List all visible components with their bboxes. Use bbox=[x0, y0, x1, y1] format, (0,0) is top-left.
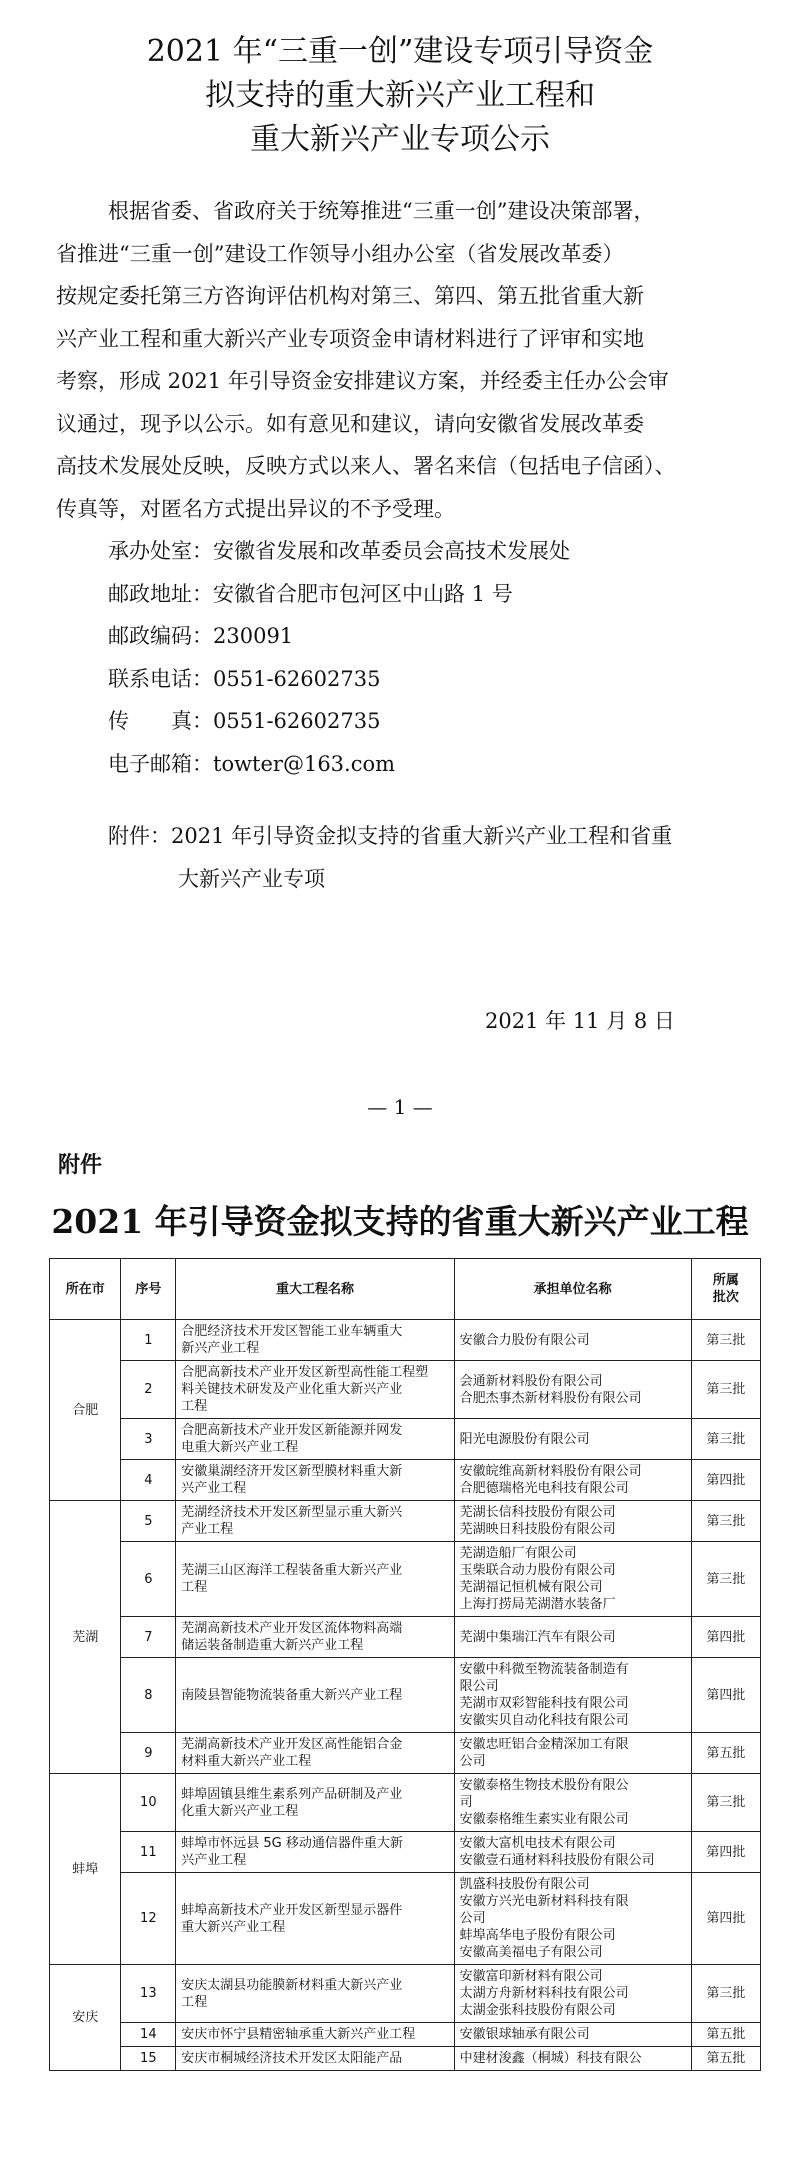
table-row bbox=[50, 2023, 761, 2047]
cell-project-name: 蚌埠市怀远县 5G 移动通信器件重大新 兴产业工程 bbox=[176, 1832, 454, 1873]
header-batch bbox=[691, 1259, 760, 1320]
cell-project-name: 蚌埠固镇县维生素系列产品研制及产业 化重大新兴产业工程 bbox=[176, 1774, 454, 1832]
cell-no: 13 bbox=[121, 1965, 176, 2023]
cell-batch: 第三批 bbox=[691, 1774, 760, 1832]
table-row bbox=[50, 1873, 761, 1965]
cell-batch: 第三批 bbox=[691, 1501, 760, 1542]
contact-email[interactable]: 电子邮箱：towter@163.com bbox=[108, 751, 396, 776]
table-header-row bbox=[50, 1259, 761, 1320]
cell-no: 7 bbox=[121, 1617, 176, 1658]
table-row bbox=[50, 1320, 761, 1361]
cell-city: 芜湖 bbox=[50, 1501, 121, 1774]
cell-project-name: 南陵县智能物流装备重大新兴产业工程 bbox=[176, 1658, 454, 1733]
cell-no: 9 bbox=[121, 1733, 176, 1774]
cell-batch: 第三批 bbox=[691, 1361, 760, 1419]
cell-project-name: 安庆市桐城经济技术开发区太阳能产品 bbox=[176, 2047, 454, 2071]
cell-batch: 第四批 bbox=[691, 1832, 760, 1873]
cell-batch: 第四批 bbox=[691, 1460, 760, 1501]
paragraph-line: 考察，形成 2021 年引导资金安排建议方案，并经委主任办公会审 bbox=[56, 369, 669, 393]
attachment-line: 大新兴产业专项 bbox=[178, 866, 325, 891]
cell-city: 合肥 bbox=[50, 1320, 121, 1501]
cell-project-name: 安徽巢湖经济开发区新型膜材料重大新 兴产业工程 bbox=[176, 1460, 454, 1501]
cell-project-name: 芜湖经济技术开发区新型显示重大新兴 产业工程 bbox=[176, 1501, 454, 1542]
cell-unit: 安徽合力股份有限公司 bbox=[454, 1320, 691, 1361]
cell-batch: 第五批 bbox=[691, 1733, 760, 1774]
cell-city: 安庆 bbox=[50, 1965, 121, 2071]
table-row bbox=[50, 1658, 761, 1733]
cell-no: 14 bbox=[121, 2023, 176, 2047]
header-batch-line: 所属 bbox=[712, 1273, 739, 1288]
table-row bbox=[50, 2047, 761, 2071]
cell-batch: 第四批 bbox=[691, 1873, 760, 1965]
notice-body bbox=[56, 190, 744, 785]
table-row bbox=[50, 1617, 761, 1658]
cell-batch: 第三批 bbox=[691, 1965, 760, 2023]
project-table bbox=[49, 1258, 761, 2071]
cell-no: 12 bbox=[121, 1873, 176, 1965]
header-no: 序号 bbox=[121, 1259, 176, 1320]
table-row bbox=[50, 1965, 761, 2023]
cell-unit: 安徽中科微至物流装备制造有 限公司 芜湖市双彩智能科技有限公司 安徽实贝自动化科技有限公司 bbox=[454, 1658, 691, 1733]
annex-label: 附件 bbox=[58, 1153, 103, 1178]
cell-project-name: 合肥经济技术开发区智能工业车辆重大 新兴产业工程 bbox=[176, 1320, 454, 1361]
paragraph-line: 高技术发展处反映，反映方式以来人、署名来信（包括电子信函）、 bbox=[56, 454, 676, 478]
cell-batch: 第五批 bbox=[691, 2023, 760, 2047]
cell-unit: 阳光电源股份有限公司 bbox=[454, 1419, 691, 1460]
cell-unit: 芜湖中集瑞江汽车有限公司 bbox=[454, 1617, 691, 1658]
cell-batch: 第三批 bbox=[691, 1419, 760, 1460]
cell-no: 8 bbox=[121, 1658, 176, 1733]
cell-project-name: 芜湖高新技术产业开发区流体物料高端 储运装备制造重大新兴产业工程 bbox=[176, 1617, 454, 1658]
cell-unit: 芜湖长信科技股份有限公司 芜湖映日科技股份有限公司 bbox=[454, 1501, 691, 1542]
table-row bbox=[50, 1361, 761, 1419]
contact-address: 邮政地址：安徽省合肥市包河区中山路 1 号 bbox=[108, 581, 513, 606]
annex-title: 2021 年引导资金拟支持的省重大新兴产业工程 bbox=[51, 1202, 749, 1241]
header-city: 所在市 bbox=[50, 1259, 121, 1320]
cell-no: 10 bbox=[121, 1774, 176, 1832]
page-number: — 1 — bbox=[367, 1095, 433, 1119]
cell-project-name: 蚌埠高新技术产业开发区新型显示器件 重大新兴产业工程 bbox=[176, 1873, 454, 1965]
table-row bbox=[50, 1733, 761, 1774]
table-row bbox=[50, 1460, 761, 1501]
cell-unit: 安徽富印新材料有限公司 太湖方舟新材料科技有限公司 太湖金张科技股份有限公司 bbox=[454, 1965, 691, 2023]
paragraph-line: 省推进“三重一创”建设工作领导小组办公室（省发展改革委） bbox=[56, 241, 624, 266]
notice-date: 2021 年 11 月 8 日 bbox=[485, 1009, 675, 1033]
cell-batch: 第三批 bbox=[691, 1542, 760, 1617]
cell-project-name: 合肥高新技术产业开发区新能源并网发 电重大新兴产业工程 bbox=[176, 1419, 454, 1460]
table-row bbox=[50, 1832, 761, 1873]
attachment-note bbox=[108, 815, 744, 900]
cell-unit: 安徽大富机电技术有限公司 安徽壹石通材料科技股份有限公司 bbox=[454, 1832, 691, 1873]
notice-title bbox=[0, 30, 800, 162]
cell-unit: 安徽忠旺铝合金精深加工有限 公司 bbox=[454, 1733, 691, 1774]
title-line: 2021 年“三重一创”建设专项引导资金 bbox=[146, 34, 654, 69]
cell-batch: 第四批 bbox=[691, 1658, 760, 1733]
cell-unit: 会通新材料股份有限公司 合肥杰事杰新材料股份有限公司 bbox=[454, 1361, 691, 1419]
cell-project-name: 安庆市怀宁县精密轴承重大新兴产业工程 bbox=[176, 2023, 454, 2047]
table-row bbox=[50, 1501, 761, 1542]
contact-office: 承办处室：安徽省发展和改革委员会高技术发展处 bbox=[108, 539, 570, 563]
cell-no: 2 bbox=[121, 1361, 176, 1419]
cell-no: 15 bbox=[121, 2047, 176, 2071]
table-row bbox=[50, 1542, 761, 1617]
cell-unit: 中建材浚鑫（桐城）科技有限公 bbox=[454, 2047, 691, 2071]
attachment-line: 附件：2021 年引导资金拟支持的省重大新兴产业工程和省重 bbox=[108, 824, 673, 848]
contact-postcode: 邮政编码：230091 bbox=[108, 624, 294, 648]
cell-no: 4 bbox=[121, 1460, 176, 1501]
paragraph-line: 兴产业工程和重大新兴产业专项资金申请材料进行了评审和实地 bbox=[56, 326, 644, 351]
cell-unit: 芜湖造船厂有限公司 玉柴联合动力股份有限公司 芜湖福记恒机械有限公司 上海打捞局芜湖潜水装备厂 bbox=[454, 1542, 691, 1617]
paragraph-line: 传真等，对匿名方式提出异议的不予受理。 bbox=[56, 496, 455, 521]
contact-phone: 联系电话：0551-62602735 bbox=[108, 666, 381, 691]
title-line: 重大新兴产业专项公示 bbox=[250, 122, 550, 157]
table-row bbox=[50, 1774, 761, 1832]
paragraph-line: 议通过，现予以公示。如有意见和建议，请向安徽省发展改革委 bbox=[56, 411, 644, 436]
cell-batch: 第四批 bbox=[691, 1617, 760, 1658]
cell-project-name: 合肥高新技术产业开发区新型高性能工程塑 料关键技术研发及产业化重大新兴产业 工程 bbox=[176, 1361, 454, 1419]
paragraph-line: 根据省委、省政府关于统筹推进“三重一创”建设决策部署， bbox=[108, 199, 655, 223]
contact-fax: 传 真：0551-62602735 bbox=[108, 709, 381, 733]
cell-no: 3 bbox=[121, 1419, 176, 1460]
cell-no: 6 bbox=[121, 1542, 176, 1617]
cell-city: 蚌埠 bbox=[50, 1774, 121, 1965]
cell-no: 5 bbox=[121, 1501, 176, 1542]
paragraph-line: 按规定委托第三方咨询评估机构对第三、第四、第五批省重大新 bbox=[56, 284, 644, 308]
table-body bbox=[50, 1320, 761, 2071]
title-line: 拟支持的重大新兴产业工程和 bbox=[205, 78, 595, 113]
cell-batch: 第五批 bbox=[691, 2047, 760, 2071]
cell-unit: 凯盛科技股份有限公司 安徽方兴光电新材料科技有限 公司 蚌埠高华电子股份有限公司 安徽高美福电子有限公司 bbox=[454, 1873, 691, 1965]
cell-unit: 安徽银球轴承有限公司 bbox=[454, 2023, 691, 2047]
cell-no: 11 bbox=[121, 1832, 176, 1873]
header-unit: 承担单位名称 bbox=[454, 1259, 691, 1320]
cell-no: 1 bbox=[121, 1320, 176, 1361]
header-batch-line: 批次 bbox=[712, 1290, 739, 1305]
header-name: 重大工程名称 bbox=[176, 1259, 454, 1320]
cell-batch: 第三批 bbox=[691, 1320, 760, 1361]
cell-unit: 安徽皖维高新材料股份有限公司 合肥德瑞格光电科技有限公司 bbox=[454, 1460, 691, 1501]
cell-project-name: 芜湖三山区海洋工程装备重大新兴产业 工程 bbox=[176, 1542, 454, 1617]
cell-project-name: 芜湖高新技术产业开发区高性能铝合金 材料重大新兴产业工程 bbox=[176, 1733, 454, 1774]
cell-unit: 安徽泰格生物技术股份有限公 司 安徽泰格维生素实业有限公司 bbox=[454, 1774, 691, 1832]
cell-project-name: 安庆太湖县功能膜新材料重大新兴产业 工程 bbox=[176, 1965, 454, 2023]
table-row bbox=[50, 1419, 761, 1460]
